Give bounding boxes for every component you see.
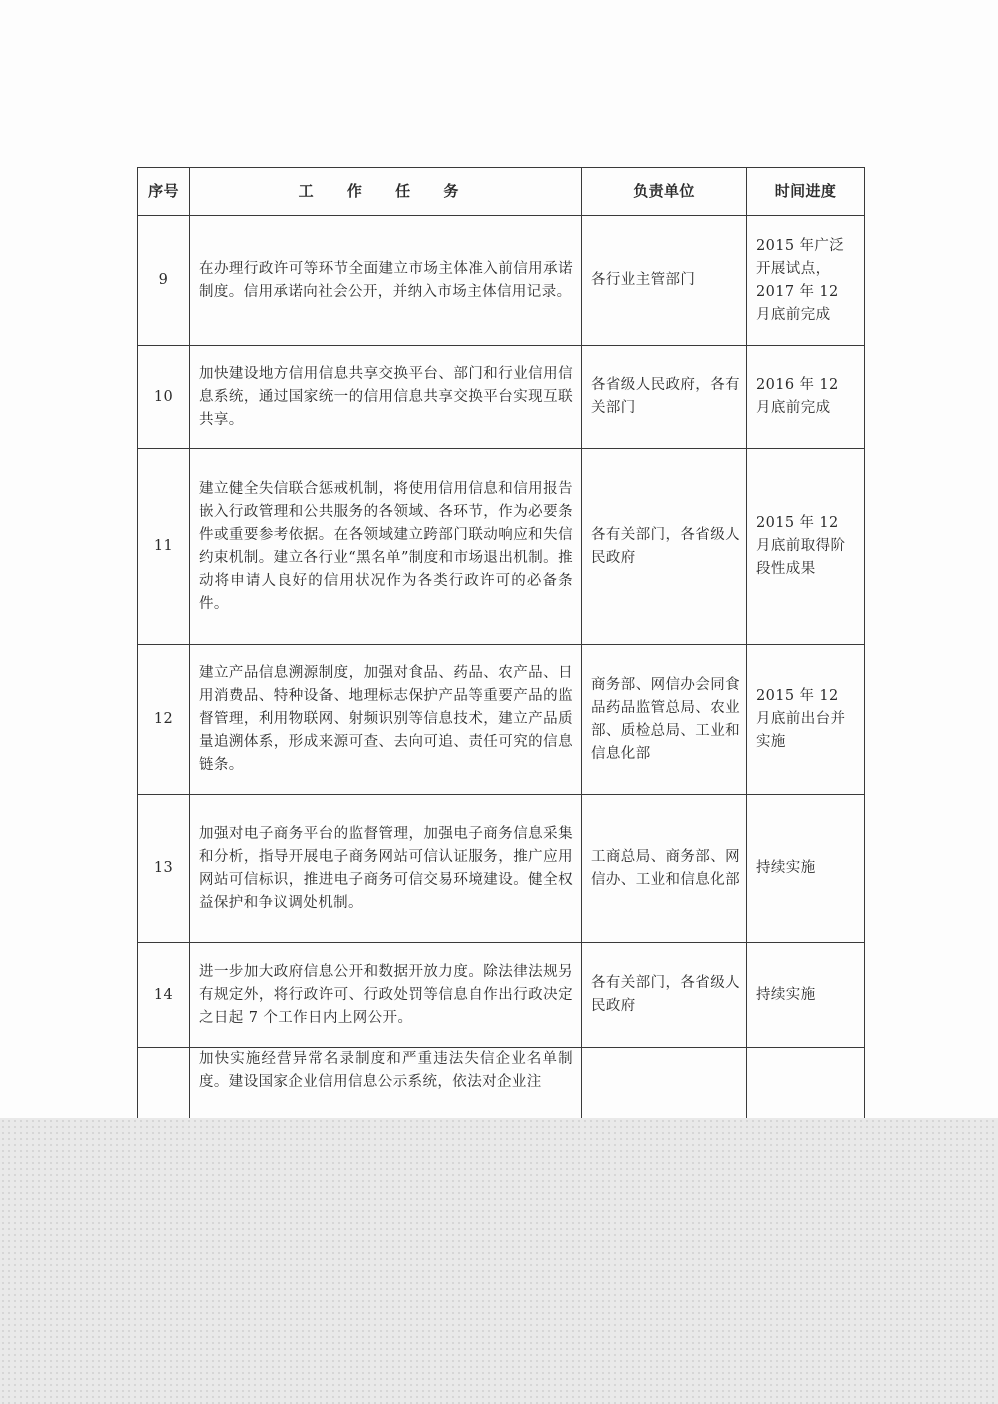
table-row: [138, 449, 865, 645]
row-seq: 11: [138, 449, 190, 645]
row-task: 建立健全失信联合惩戒机制，将使用信用信息和信用报告嵌入行政管理和公共服务的各领域、各环节，作为必要条件或重要参考依据。在各领域建立跨部门联动响应和失信约束机制。建立各行业“黑名单”制度和市场退出机制。推动将申请人良好的信用状况作为各类行政许可的必备条件。: [190, 449, 582, 645]
row-unit: 各行业主管部门: [582, 216, 747, 346]
row-task: 加强对电子商务平台的监督管理，加强电子商务信息采集和分析，指导开展电子商务网站可信认证服务，推广应用网站可信标识，推进电子商务可信交易环境建设。健全权益保护和争议调处机制。: [190, 795, 582, 943]
row-seq: 13: [138, 795, 190, 943]
row-task: 加快实施经营异常名录制度和严重违法失信企业名单制度。建设国家企业信用信息公示系统，依法对企业注: [190, 1048, 582, 1168]
gray-overlay-panel: [0, 1118, 998, 1404]
row-time: 持续实施: [747, 943, 865, 1048]
row-unit: 工商总局、商务部、网信办、工业和信息化部: [582, 795, 747, 943]
row-time: 2015 年广泛开展试点，2017 年 12 月底前完成: [747, 216, 865, 346]
row-seq: 10: [138, 346, 190, 449]
row-task: 建立产品信息溯源制度，加强对食品、药品、农产品、日用消费品、特种设备、地理标志保护产品等重要产品的监督管理，利用物联网、射频识别等信息技术，建立产品质量追溯体系，形成来源可查、去向可追、责任可究的信息链条。: [190, 645, 582, 795]
table-row: [138, 645, 865, 795]
row-unit: 各有关部门，各省级人民政府: [582, 943, 747, 1048]
table-row: [138, 346, 865, 449]
table-header-row: [138, 168, 865, 216]
row-time: 2015 年 12 月底前出台并实施: [747, 645, 865, 795]
row-seq: 9: [138, 216, 190, 346]
row-time: 2016 年 12 月底前完成: [747, 346, 865, 449]
row-task: 在办理行政许可等环节全面建立市场主体准入前信用承诺制度。信用承诺向社会公开，并纳入市场主体信用记录。: [190, 216, 582, 346]
row-time: 持续实施: [747, 795, 865, 943]
row-task: 加快建设地方信用信息共享交换平台、部门和行业信用信息系统，通过国家统一的信用信息共享交换平台实现互联共享。: [190, 346, 582, 449]
row-task: 进一步加大政府信息公开和数据开放力度。除法律法规另有规定外，将行政许可、行政处罚等信息自作出行政决定之日起 7 个工作日内上网公开。: [190, 943, 582, 1048]
header-task: 工 作 任 务: [190, 168, 582, 216]
task-table: [137, 167, 865, 1168]
header-seq: 序号: [138, 168, 190, 216]
row-unit: 商务部、网信办会同食品药品监管总局、农业部、质检总局、工业和信息化部: [582, 645, 747, 795]
row-seq: 12: [138, 645, 190, 795]
table-row: [138, 943, 865, 1048]
row-seq: 14: [138, 943, 190, 1048]
row-unit: 各有关部门，各省级人民政府: [582, 449, 747, 645]
header-unit: 负责单位: [582, 168, 747, 216]
row-unit: 各省级人民政府，各有关部门: [582, 346, 747, 449]
table-row: [138, 216, 865, 346]
table-row: [138, 795, 865, 943]
row-time: 2015 年 12 月底前取得阶段性成果: [747, 449, 865, 645]
header-time: 时间进度: [747, 168, 865, 216]
